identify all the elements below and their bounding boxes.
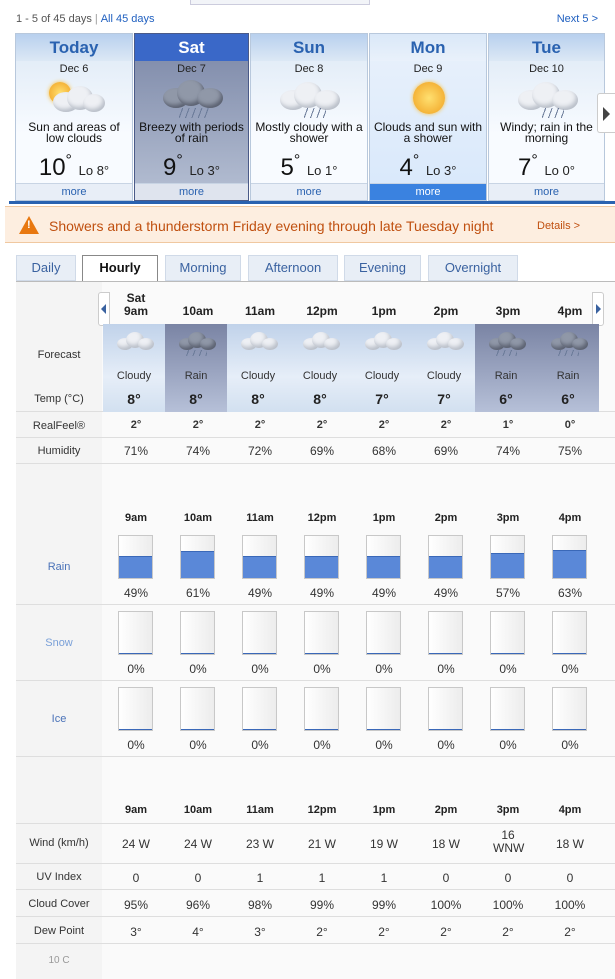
forecast-tabs xyxy=(16,255,615,281)
hour-label: 4pm xyxy=(558,512,582,524)
label-uv: UV Index xyxy=(36,871,82,883)
row-divider xyxy=(16,943,615,944)
ice-gauge xyxy=(552,687,587,731)
snow-gauge xyxy=(552,611,587,655)
label-snow: Snow xyxy=(45,637,73,649)
day-description: Clouds and sun with a shower xyxy=(373,122,483,145)
more-link[interactable]: more xyxy=(370,183,486,200)
label-forecast: Forecast xyxy=(37,349,81,361)
rain-gauge-fill xyxy=(429,556,462,578)
uv-value: 1 xyxy=(318,871,326,885)
tab-daily[interactable]: Daily xyxy=(16,255,76,281)
day-name: Mon xyxy=(370,34,486,61)
tab-edge xyxy=(190,0,370,5)
rain-drops xyxy=(185,350,207,356)
snow-gauge xyxy=(366,611,401,655)
ice-gauge-fill xyxy=(429,729,462,730)
cloud-icon xyxy=(241,332,281,354)
realfeel-value: 2° xyxy=(254,419,266,431)
warning-icon: ! xyxy=(19,216,39,234)
day-temps: 5° Lo 1° xyxy=(280,152,338,181)
hour-label: 9am xyxy=(123,304,149,318)
label-dew-point: Dew Point xyxy=(33,925,85,937)
snow-gauge-fill xyxy=(367,653,400,654)
rain-gauge-fill xyxy=(305,556,338,578)
hour-label: 4pm xyxy=(558,804,582,816)
ice-gauge xyxy=(366,687,401,731)
hour-day-label: Sat xyxy=(126,291,146,305)
snow-gauge xyxy=(304,611,339,655)
rain-drops xyxy=(304,108,326,118)
dew-point-value: 2° xyxy=(316,925,328,939)
day-name: Tue xyxy=(489,34,604,61)
tab-overnight[interactable]: Overnight xyxy=(428,255,518,281)
cloud-cover-value: 100% xyxy=(492,898,524,912)
day-cards xyxy=(15,33,605,201)
day-date: Dec 7 xyxy=(177,63,206,75)
more-link[interactable]: more xyxy=(135,183,248,200)
ice-gauge-fill xyxy=(553,729,586,730)
wind-value: 18 W xyxy=(555,837,584,851)
wind-value: 21 W xyxy=(307,837,336,851)
snow-percent: 0% xyxy=(375,662,393,676)
row-divider xyxy=(16,889,615,890)
hour-temp: 7° xyxy=(437,391,451,407)
day-temps: 9° Lo 3° xyxy=(163,152,220,181)
rain-percent: 63% xyxy=(557,586,583,600)
sun-icon xyxy=(393,78,463,120)
snow-percent: 0% xyxy=(313,662,331,676)
label-cutoff: 10 C xyxy=(48,955,70,966)
condition-label: Cloudy xyxy=(240,370,276,382)
ice-percent: 0% xyxy=(127,738,145,752)
wind-value: 24 W xyxy=(183,837,212,851)
low-temp: Lo 0° xyxy=(544,163,575,178)
humidity-value: 72% xyxy=(247,444,273,458)
snow-gauge-fill xyxy=(429,653,462,654)
dew-point-value: 2° xyxy=(502,925,514,939)
hour-label: 1pm xyxy=(372,804,396,816)
hour-label: 9am xyxy=(124,804,148,816)
ice-gauge xyxy=(180,687,215,731)
dew-point-value: 2° xyxy=(440,925,452,939)
realfeel-value: 2° xyxy=(378,419,390,431)
rain-gauge xyxy=(118,535,153,579)
humidity-value: 71% xyxy=(123,444,149,458)
ice-percent: 0% xyxy=(437,738,455,752)
rain-drops xyxy=(495,350,517,356)
rain-gauge-fill xyxy=(553,550,586,578)
hourly-panel xyxy=(16,282,615,979)
realfeel-value: 2° xyxy=(130,419,142,431)
day-card-today[interactable] xyxy=(15,33,133,201)
uv-value: 0 xyxy=(132,871,140,885)
alert-text: Showers and a thunderstorm Friday evening through late Tuesday night xyxy=(49,218,494,234)
hour-label: 11am xyxy=(246,512,274,524)
cloud-cover-value: 100% xyxy=(430,898,462,912)
low-temp: Lo 3° xyxy=(189,163,220,178)
more-link[interactable]: more xyxy=(489,183,604,200)
chevron-right-icon xyxy=(603,107,610,121)
wind-value: 24 W xyxy=(121,837,150,851)
day-description: Breezy with periods of rain xyxy=(139,122,244,145)
condition-label: Cloudy xyxy=(302,370,338,382)
rain-percent: 49% xyxy=(123,586,149,600)
low-temp: Lo 3° xyxy=(425,163,457,178)
hour-label: 1pm xyxy=(372,512,396,524)
day-date: Dec 9 xyxy=(413,63,443,75)
ice-gauge-fill xyxy=(243,729,276,730)
next-5-link[interactable]: Next 5 > xyxy=(556,13,598,25)
dew-point-value: 2° xyxy=(378,925,390,939)
partly-sunny-icon xyxy=(39,78,109,120)
day-name: Sat xyxy=(135,34,248,61)
row-divider xyxy=(16,916,615,917)
humidity-value: 75% xyxy=(557,444,583,458)
realfeel-value: 0° xyxy=(564,419,576,431)
snow-percent: 0% xyxy=(499,662,517,676)
hour-temp: 8° xyxy=(251,391,265,407)
hour-label: 3pm xyxy=(496,804,520,816)
hour-label: 12pm xyxy=(307,804,337,816)
ice-gauge xyxy=(304,687,339,731)
row-divider xyxy=(16,823,615,824)
more-link[interactable]: more xyxy=(251,183,367,200)
rain-gauge xyxy=(242,535,277,579)
humidity-value: 69% xyxy=(309,444,335,458)
ice-gauge-fill xyxy=(181,729,214,730)
day-temps: 10° Lo 8° xyxy=(38,152,110,181)
uv-value: 0 xyxy=(504,871,512,885)
snow-gauge-fill xyxy=(553,653,586,654)
ice-percent: 0% xyxy=(375,738,393,752)
high-temp: 5 xyxy=(280,154,294,181)
ice-gauge xyxy=(428,687,463,731)
rain-gauge-fill xyxy=(119,556,152,578)
cloud-icon xyxy=(303,332,343,354)
rain-percent: 49% xyxy=(309,586,335,600)
range-row xyxy=(16,13,155,25)
humidity-value: 69% xyxy=(433,444,459,458)
cloud-cover-value: 99% xyxy=(309,898,335,912)
snow-gauge-fill xyxy=(119,653,152,654)
hour-label: 11am xyxy=(244,304,276,318)
uv-value: 0 xyxy=(194,871,202,885)
snow-percent: 0% xyxy=(437,662,455,676)
label-ice: Ice xyxy=(51,713,67,725)
label-realfeel: RealFeel® xyxy=(32,420,86,432)
row-divider xyxy=(16,863,615,864)
cloud-cover-value: 95% xyxy=(123,898,149,912)
condition-label: Cloudy xyxy=(116,370,152,382)
shower-icon xyxy=(274,78,344,120)
day-card-sun[interactable] xyxy=(250,33,368,201)
hour-label: 4pm xyxy=(557,304,583,318)
rain-gauge-fill xyxy=(491,553,524,578)
humidity-value: 74% xyxy=(185,444,211,458)
day-date: Dec 6 xyxy=(59,63,89,75)
label-humidity: Humidity xyxy=(37,445,81,457)
condition-label: Cloudy xyxy=(364,370,400,382)
hour-temp: 8° xyxy=(313,391,327,407)
dew-point-value: 2° xyxy=(564,925,576,939)
divider xyxy=(9,201,615,204)
ice-gauge-fill xyxy=(305,729,338,730)
rain-icon xyxy=(157,78,227,120)
ice-gauge-fill xyxy=(367,729,400,730)
day-card-tue[interactable] xyxy=(488,33,605,201)
sun-shape xyxy=(413,82,445,114)
humidity-value: 74% xyxy=(495,444,521,458)
day-date: Dec 8 xyxy=(294,63,324,75)
hour-label: 2pm xyxy=(433,304,459,318)
uv-value: 0 xyxy=(442,871,450,885)
low-temp: Lo 8° xyxy=(78,163,110,178)
ice-gauge-fill xyxy=(491,729,524,730)
hour-temp: 6° xyxy=(499,391,513,407)
hour-temp: 6° xyxy=(561,391,575,407)
ice-percent: 0% xyxy=(499,738,517,752)
hour-label: 11am xyxy=(246,804,274,816)
rain-drops xyxy=(557,350,579,356)
ice-percent: 0% xyxy=(189,738,207,752)
hour-label: 2pm xyxy=(434,804,458,816)
all-days-link[interactable]: All 45 days xyxy=(100,13,155,25)
tab-afternoon[interactable]: Afternoon xyxy=(248,255,338,281)
rain-gauge-fill xyxy=(243,556,276,578)
snow-percent: 0% xyxy=(189,662,207,676)
separator: | xyxy=(94,13,98,25)
realfeel-value: 2° xyxy=(440,419,452,431)
wind-value: 19 W xyxy=(369,837,398,851)
uv-value: 1 xyxy=(380,871,388,885)
hour-label: 12pm xyxy=(307,512,337,524)
dew-point-value: 4° xyxy=(192,925,204,939)
hour-label: 9am xyxy=(124,512,148,524)
ice-gauge xyxy=(490,687,525,731)
dew-point-value: 3° xyxy=(254,925,266,939)
rain-drops xyxy=(179,108,209,118)
uv-value: 0 xyxy=(566,871,574,885)
cloud-icon xyxy=(365,332,405,354)
rain-gauge xyxy=(428,535,463,579)
label-cloud-cover: Cloud Cover xyxy=(28,898,90,910)
snow-gauge-fill xyxy=(305,653,338,654)
humidity-value: 68% xyxy=(371,444,397,458)
realfeel-value: 2° xyxy=(192,419,204,431)
rain-percent: 57% xyxy=(495,586,521,600)
rain-drops xyxy=(542,108,564,118)
rain-percent: 61% xyxy=(185,586,211,600)
snow-percent: 0% xyxy=(127,662,145,676)
wind-value: 16 WNW xyxy=(493,828,525,855)
row-divider xyxy=(16,756,615,757)
range-text: 1 - 5 of 45 days xyxy=(16,13,92,25)
cloud-cover-value: 96% xyxy=(185,898,211,912)
row-divider xyxy=(16,463,615,464)
day-card-mon[interactable] xyxy=(369,33,487,201)
day-date: Dec 10 xyxy=(529,63,564,75)
hour-label: 10am xyxy=(182,304,214,318)
day-description: Windy; rain in the morning xyxy=(500,122,593,145)
ice-percent: 0% xyxy=(313,738,331,752)
hour-label: 12pm xyxy=(306,304,338,318)
day-description: Mostly cloudy with a shower xyxy=(255,122,363,145)
uv-value: 1 xyxy=(256,871,264,885)
hour-label: 3pm xyxy=(495,304,521,318)
label-rain: Rain xyxy=(47,561,71,573)
snow-gauge-fill xyxy=(491,653,524,654)
alert-details-link[interactable]: Details > xyxy=(537,220,581,232)
wind-value: 18 W xyxy=(431,837,460,851)
hour-label: 1pm xyxy=(371,304,397,318)
snow-gauge xyxy=(118,611,153,655)
row-divider xyxy=(16,604,615,605)
condition-label: Rain xyxy=(556,370,580,382)
weather-alert[interactable] xyxy=(5,206,615,243)
snow-gauge xyxy=(490,611,525,655)
more-link[interactable]: more xyxy=(16,183,132,200)
high-temp: 7 xyxy=(518,154,532,181)
hour-temp: 8° xyxy=(127,391,141,407)
snow-percent: 0% xyxy=(251,662,269,676)
high-temp: 9 xyxy=(163,154,177,181)
rain-gauge-fill xyxy=(367,556,400,578)
day-range-nav xyxy=(0,0,615,30)
label-wind: Wind (km/h) xyxy=(29,837,89,849)
ice-percent: 0% xyxy=(251,738,269,752)
rain-gauge xyxy=(304,535,339,579)
rain-gauge xyxy=(366,535,401,579)
low-temp: Lo 1° xyxy=(306,163,338,178)
realfeel-value: 1° xyxy=(502,419,514,431)
snow-gauge xyxy=(242,611,277,655)
rain-percent: 49% xyxy=(371,586,397,600)
hour-label: 2pm xyxy=(434,512,458,524)
day-temps: 7° Lo 0° xyxy=(518,152,575,181)
ice-percent: 0% xyxy=(561,738,579,752)
cloud-cover-value: 100% xyxy=(554,898,586,912)
hour-label: 10am xyxy=(183,804,213,816)
snow-percent: 0% xyxy=(561,662,579,676)
hour-temp: 7° xyxy=(375,391,389,407)
dew-point-value: 3° xyxy=(130,925,142,939)
day-name: Sun xyxy=(251,34,367,61)
cloud-icon xyxy=(117,332,157,354)
row-divider xyxy=(16,437,615,438)
cloud-icon xyxy=(427,332,467,354)
cloud-cover-value: 99% xyxy=(371,898,397,912)
tab-evening[interactable]: Evening xyxy=(344,255,421,281)
cloud-cover-value: 98% xyxy=(247,898,273,912)
rain-gauge xyxy=(552,535,587,579)
rain-gauge xyxy=(180,535,215,579)
snow-gauge-fill xyxy=(181,653,214,654)
day-description: Sun and areas of low clouds xyxy=(28,122,120,145)
hour-label: 10am xyxy=(183,512,213,524)
tab-morning[interactable]: Morning xyxy=(165,255,241,281)
next-days-button[interactable] xyxy=(597,93,615,133)
label-temp: Temp (°C) xyxy=(34,393,84,405)
snow-gauge-fill xyxy=(243,653,276,654)
day-temps: 4° Lo 3° xyxy=(399,152,457,181)
rain-gauge xyxy=(490,535,525,579)
ice-gauge-fill xyxy=(119,729,152,730)
rain-percent: 49% xyxy=(433,586,459,600)
rain-gauge-fill xyxy=(181,551,214,578)
realfeel-value: 2° xyxy=(316,419,328,431)
row-divider xyxy=(16,680,615,681)
condition-label: Cloudy xyxy=(426,370,462,382)
day-card-sat[interactable] xyxy=(134,33,249,201)
high-temp: 10 xyxy=(38,154,66,181)
snow-gauge xyxy=(428,611,463,655)
condition-label: Rain xyxy=(494,370,518,382)
snow-gauge xyxy=(180,611,215,655)
tab-hourly[interactable]: Hourly xyxy=(82,255,158,282)
day-name: Today xyxy=(16,34,132,61)
hour-temp: 8° xyxy=(189,391,203,407)
ice-gauge xyxy=(242,687,277,731)
rain-percent: 49% xyxy=(247,586,273,600)
shower-icon xyxy=(512,78,582,120)
wind-value: 23 W xyxy=(245,837,274,851)
hour-label: 3pm xyxy=(496,512,520,524)
ice-gauge xyxy=(118,687,153,731)
condition-label: Rain xyxy=(184,370,208,382)
high-temp: 4 xyxy=(399,154,413,181)
